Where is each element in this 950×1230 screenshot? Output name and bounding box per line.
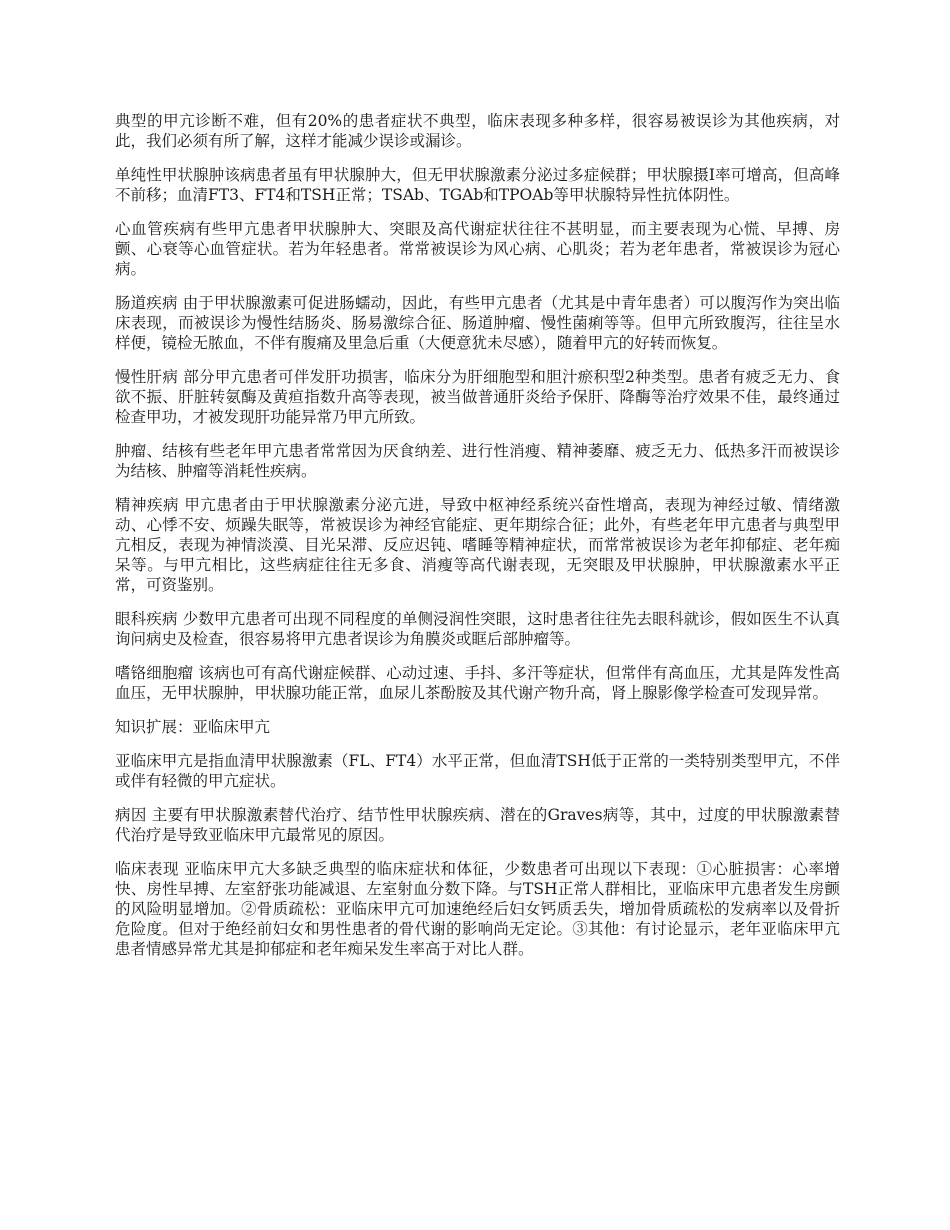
paragraph-clinical-manifestation: 临床表现 亚临床甲亢大多缺乏典型的临床症状和体征，少数患者可出现以下表现：①心脏损害：心率增快、房性早搏、左室舒张功能减退、左室射血分数下降。与TSH正常人群相比，亚临床甲亢患者发生房颤的风险明显增加。②骨质疏松：亚临床甲亢可加速绝经后妇女钙质丢失，增加骨质疏松的发病率以及骨折危险度。但对于绝经前妇女和男性患者的骨代谢的影响尚无定论。③其他：有讨论显示，老年亚临床甲亢患者情感异常尤其是抑郁症和老年痴呆发生率高于对比人群。 xyxy=(115,860,840,958)
paragraph-etiology: 病因 主要有甲状腺激素替代治疗、结节性甲状腺疾病、潜在的Graves病等，其中，过度的甲状腺激素替代治疗是导致亚临床甲亢最常见的原因。 xyxy=(115,806,840,844)
paragraph-simple-goiter: 单纯性甲状腺肿该病患者虽有甲状腺肿大，但无甲状腺激素分泌过多症候群；甲状腺摄I率可增高，但高峰不前移；血清FT3、FT4和TSH正常；TSAb、TGAb和TPOAb等甲状腺特异性抗体阴性。 xyxy=(115,166,840,204)
paragraph-intro: 典型的甲亢诊断不难，但有20%的患者症状不典型，临床表现多种多样，很容易被误诊为其他疾病，对此，我们必须有所了解，这样才能减少误诊或漏诊。 xyxy=(115,112,840,150)
paragraph-psychiatric: 精神疾病 甲亢患者由于甲状腺激素分泌亢进，导致中枢神经系统兴奋性增高，表现为神经过敏、情绪激动、心悸不安、烦躁失眠等，常被误诊为神经官能症、更年期综合征；此外，有些老年甲亢患者与典型甲亢相反，表现为神情淡漠、目光呆滞、反应迟钝、嗜睡等精神症状，而常常被误诊为老年抑郁症、老年痴呆等。与甲亢相比，这些病症往往无多食、消瘦等高代谢表现，无突眼及甲状腺肿，甲状腺激素水平正常，可资鉴别。 xyxy=(115,496,840,594)
paragraph-intestinal: 肠道疾病 由于甲状腺激素可促进肠蠕动，因此，有些甲亢患者（尤其是中青年患者）可以腹泻作为突出临床表现，而被误诊为慢性结肠炎、肠易激综合征、肠道肿瘤、慢性菌痢等等。但甲亢所致腹泻，往往呈水样便，镜检无脓血，不伴有腹痛及里急后重（大便意犹未尽感），随着甲亢的好转而恢复。 xyxy=(115,294,840,352)
paragraph-tumor-tb: 肿瘤、结核有些老年甲亢患者常常因为厌食纳差、进行性消瘦、精神萎靡、疲乏无力、低热多汗而被误诊为结核、肿瘤等消耗性疾病。 xyxy=(115,442,840,480)
section-heading-knowledge-extension: 知识扩展：亚临床甲亢 xyxy=(115,718,271,736)
paragraph-pheochromocytoma: 嗜铬细胞瘤 该病也可有高代谢症候群、心动过速、手抖、多汗等症状，但常伴有高血压，尤其是阵发性高血压，无甲状腺肿，甲状腺功能正常，血尿儿茶酚胺及其代谢产物升高，肾上腺影像学检查可发现异常。 xyxy=(115,664,840,702)
paragraph-liver: 慢性肝病 部分甲亢患者可伴发肝功损害，临床分为肝细胞型和胆汁瘀积型2种类型。患者有疲乏无力、食欲不振、肝脏转氨酶及黄疸指数升高等表现，被当做普通肝炎给予保肝、降酶等治疗效果不佳，最终通过检查甲功，才被发现肝功能异常乃甲亢所致。 xyxy=(115,368,840,426)
paragraph-cardiovascular: 心血管疾病有些甲亢患者甲状腺肿大、突眼及高代谢症状往往不甚明显，而主要表现为心慌、早搏、房颤、心衰等心血管症状。若为年轻患者。常常被误诊为风心病、心肌炎；若为老年患者，常被误诊为冠心病。 xyxy=(115,220,840,278)
paragraph-subclinical-definition: 亚临床甲亢是指血清甲状腺激素（FL、FT4）水平正常，但血清TSH低于正常的一类特别类型甲亢，不伴或伴有轻微的甲亢症状。 xyxy=(115,752,840,790)
document-body xyxy=(115,111,840,973)
paragraph-ophthalmic: 眼科疾病 少数甲亢患者可出现不同程度的单侧浸润性突眼，这时患者往往先去眼科就诊，假如医生不认真询问病史及检查，很容易将甲亢患者误诊为角膜炎或眶后部肿瘤等。 xyxy=(115,610,840,648)
